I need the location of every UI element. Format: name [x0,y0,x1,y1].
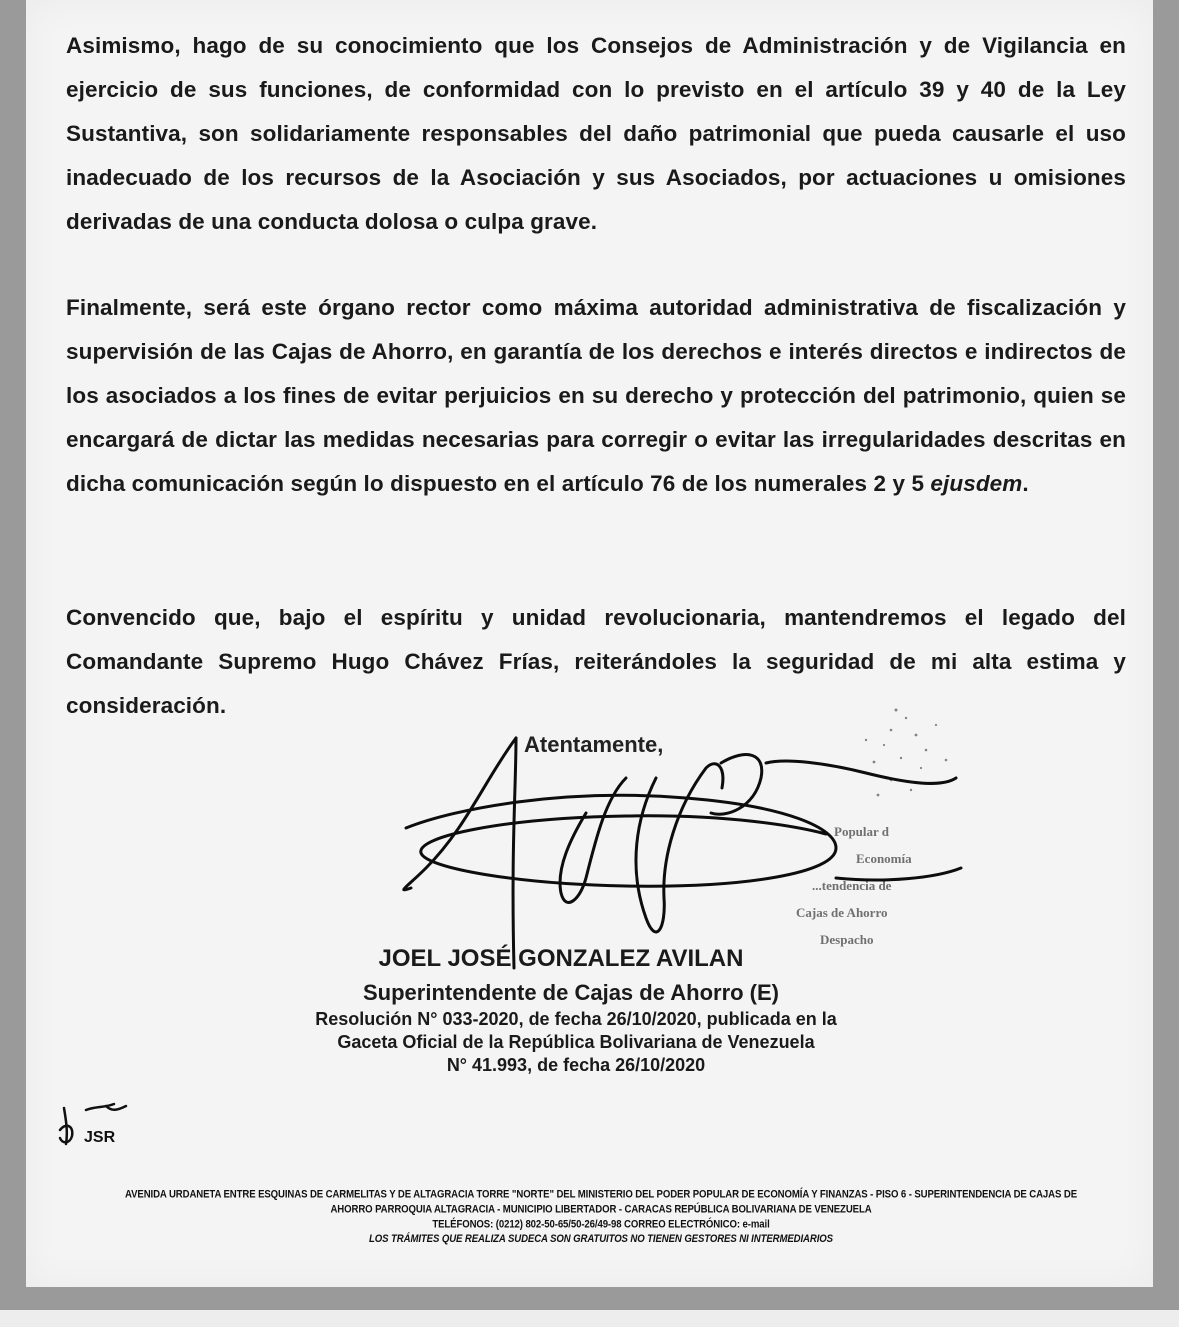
footer-notice: LOS TRÁMITES QUE REALIZA SUDECA SON GRATUITOS NO TIENEN GESTORES NI INTERMEDIARIOS [369,1233,833,1246]
footer-line: AVENIDA URDANETA ENTRE ESQUINAS DE CARMELITAS Y DE ALTAGRACIA TORRE "NORTE" DEL MINISTERIO DEL PODER POPULAR DE ECONOMÍA Y FINANZAS - PISO 6 - SUPERINTENDENCIA DE CAJAS DE [125,1188,1077,1201]
paragraph-supervision [66,286,1126,506]
paragraph-liability-emphasis: solidariamente responsables del daño patrimonial [250,121,812,146]
paragraph-liability-text-c: que pueda causarle el uso inadecuado de los recursos de la Asociación y sus Asociados, por actuaciones u omisiones derivadas de una conducta dolosa o culpa grave. [66,121,1126,234]
stamp-line: Despacho [820,932,874,947]
paragraph-liability [66,24,1126,244]
stamp-line: Economía [856,851,912,866]
paragraph-closing-remarks: Convencido que, bajo el espíritu y unidad revolucionaria, mantendremos el legado del Comandante Supremo Hugo Chávez Frías, reiterándoles la seguridad de mi alta estima y consideración. [66,605,1126,718]
closing-salutation: Atentamente, [524,732,664,757]
gazette-number-line: N° 41.993, de fecha 26/10/2020 [446,1055,706,1075]
footer-address [56,1187,1146,1247]
stamp-line: Popular d [834,824,890,839]
paragraph-supervision-ejusdem: ejusdem [930,471,1023,496]
paragraph-liability-text-a: Asimismo, hago de su conocimiento que los Consejos de Administración y de Vigilancia en ejercicio de sus funciones, de conformidad con lo previsto en el artículo 39 y 40 de la Ley Sustantiva, son [66,33,1126,146]
stamp-line: ...tendencia de [812,878,892,893]
initials-mark [56,1100,146,1150]
bottom-strip [0,1310,1179,1327]
gazette-line: Gaceta Oficial de la República Bolivariana de Venezuela [337,1032,815,1052]
signatory-block [276,940,976,1077]
paragraph-supervision-text-a: Finalmente, será este órgano rector como máxima autoridad administrativa de fiscalización y supervisión de las Cajas de Ahorro, en garantía de los derechos e interés directos e indirectos de los asociados a los fines de evitar perjuicios en su derecho y protección del patrimonio, quien se encargará de dictar las medidas necesarias para corregir o evitar las irregularidades descritas en dicha comunicación según lo dispuesto en el artículo 76 de los numerales 2 y 5 [66,295,1126,496]
footer-line: TELÉFONOS: (0212) 802-50-65/50-26/49-98 CORREO ELECTRÓNICO: e-mail [432,1218,770,1231]
initials-text: JSR [84,1129,116,1146]
stamp-line: Cajas de Ahorro [796,905,888,920]
handwritten-signature [366,718,966,978]
signatory-title: Superintendente de Cajas de Ahorro (E) [362,980,780,1005]
resolution-line: Resolución N° 033-2020, de fecha 26/10/2020, publicada en la [315,1009,837,1029]
footer-line: AHORRO PARROQUIA ALTAGRACIA - MUNICIPIO LIBERTADOR - CARACAS REPÚBLICA BOLIVARIANA DE VENEZUELA [330,1203,872,1216]
paragraph-supervision-text-c: . [1022,471,1029,496]
document-page [26,0,1153,1287]
signatory-name: JOEL JOSÉ GONZALEZ AVILAN [378,945,744,972]
